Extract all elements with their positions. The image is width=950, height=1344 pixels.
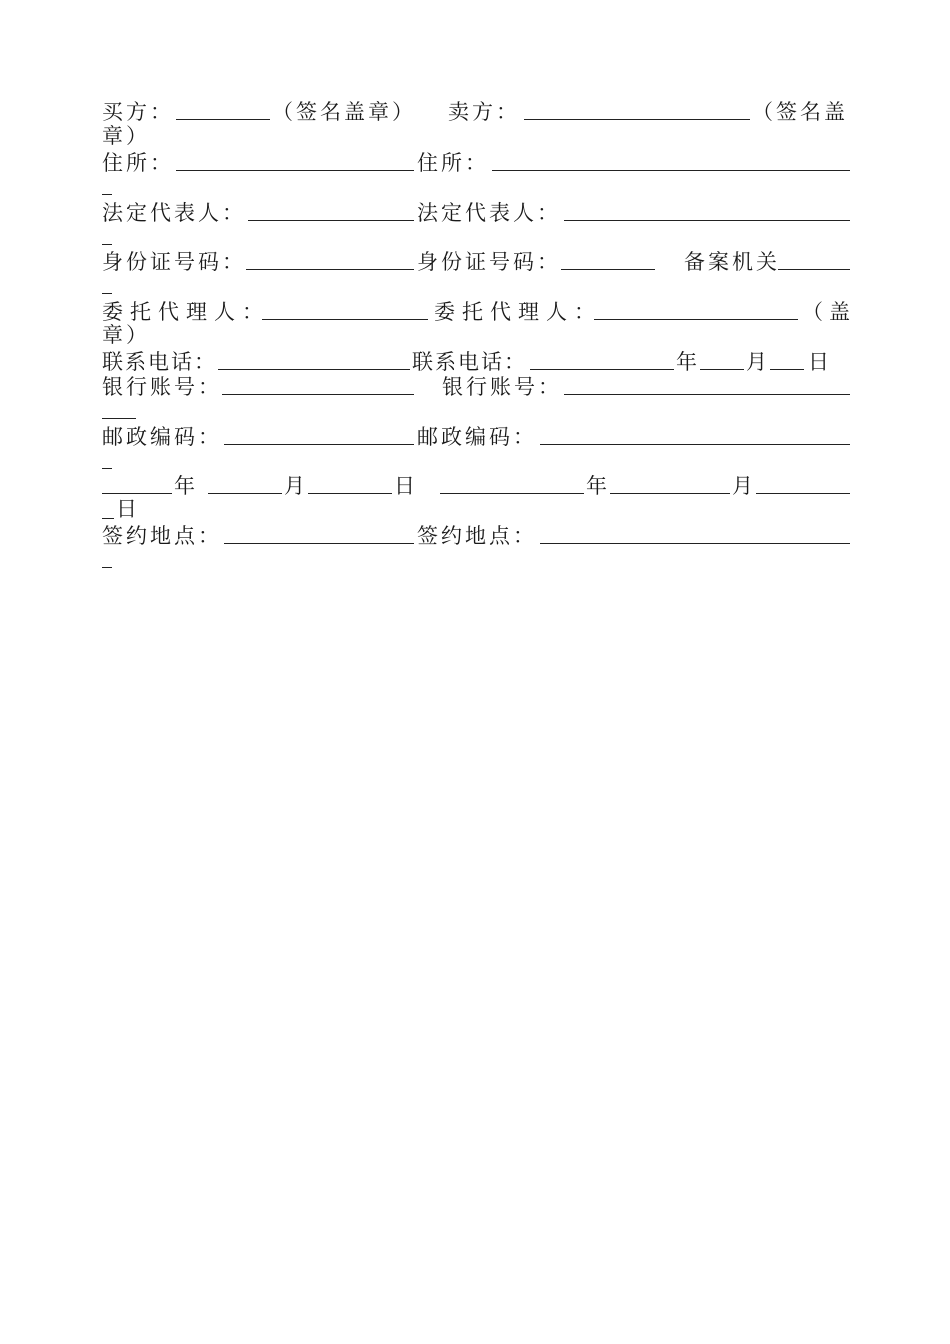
buyer-date-month-label: 月 <box>284 474 308 498</box>
seller-phone-blank <box>530 369 674 370</box>
seller-date-month-label: 月 <box>732 474 756 498</box>
seller-agent-blank <box>594 319 798 320</box>
buyer-date-day-blank <box>308 493 392 494</box>
address-row <box>102 149 852 177</box>
filing-authority-label: 备案机关 <box>684 250 780 274</box>
postal-code-row <box>102 423 852 451</box>
seal-note-close: 章） <box>102 323 150 347</box>
buyer-id-blank <box>246 269 414 270</box>
seller-date-year-label: 年 <box>586 474 610 498</box>
seller-address-blank-tail <box>102 194 112 195</box>
buyer-signing-place-blank <box>224 543 414 544</box>
seller-label: 卖方： <box>448 100 520 124</box>
id-number-row <box>102 248 852 276</box>
buyer-id-label: 身份证号码： <box>102 250 246 274</box>
seller-bank-blank <box>564 394 850 395</box>
seller-signature-blank <box>524 119 750 120</box>
date-month-label: 月 <box>746 350 770 374</box>
seller-id-label: 身份证号码： <box>417 250 561 274</box>
seller-legal-rep-label: 法定代表人： <box>417 201 561 225</box>
buyer-postal-label: 邮政编码： <box>102 425 222 449</box>
buyer-date-day-label: 日 <box>394 474 418 498</box>
seller-postal-label: 邮政编码： <box>417 425 537 449</box>
seller-address-label: 住所： <box>417 151 489 175</box>
seller-id-blank <box>561 269 655 270</box>
buyer-date-year-label: 年 <box>174 474 198 498</box>
filing-authority-blank <box>778 269 850 270</box>
buyer-label: 买方： <box>102 100 174 124</box>
buyer-sign-seal-note: （签名盖章） <box>272 100 416 124</box>
date-year-label: 年 <box>676 350 700 374</box>
seller-bank-label: 银行账号： <box>442 375 562 399</box>
seller-bank-blank-tail <box>102 418 136 419</box>
signing-place-row <box>102 522 852 550</box>
buyer-seller-row <box>102 98 852 126</box>
seller-date-day-blank <box>756 493 850 494</box>
authorized-agent-row <box>102 298 856 326</box>
buyer-agent-label: 委托代理人： <box>102 300 270 324</box>
buyer-phone-label: 联系电话： <box>102 350 217 374</box>
seller-signing-place-label: 签约地点： <box>417 524 537 548</box>
seller-signing-place-blank-tail <box>102 567 112 568</box>
date-month-blank <box>770 369 804 370</box>
buyer-legal-rep-label: 法定代表人： <box>102 201 246 225</box>
seller-date-day-label: 日 <box>116 497 140 521</box>
seller-postal-blank <box>540 444 850 445</box>
buyer-agent-blank <box>262 319 428 320</box>
buyer-signature-blank <box>176 119 270 120</box>
seller-phone-label: 联系电话： <box>412 350 527 374</box>
filing-authority-blank-tail <box>102 293 112 294</box>
seller-date-year-blank <box>440 493 584 494</box>
date-row <box>102 472 852 500</box>
seller-legal-rep-blank <box>564 220 850 221</box>
buyer-bank-label: 银行账号： <box>102 375 222 399</box>
buyer-bank-blank <box>222 394 414 395</box>
seller-address-blank <box>492 170 850 171</box>
buyer-legal-rep-blank <box>248 220 414 221</box>
seal-note-open: （盖 <box>802 300 856 324</box>
seller-postal-blank-tail <box>102 468 112 469</box>
seller-sign-seal-tail: 章） <box>102 124 150 148</box>
seller-date-month-blank <box>610 493 730 494</box>
buyer-address-blank <box>176 170 414 171</box>
seller-date-day-blank-tail <box>102 518 114 519</box>
buyer-signing-place-label: 签约地点： <box>102 524 222 548</box>
date-year-blank <box>700 369 744 370</box>
buyer-address-label: 住所： <box>102 151 174 175</box>
seller-agent-label: 委托代理人： <box>434 300 602 324</box>
buyer-date-year-blank <box>102 493 172 494</box>
buyer-postal-blank <box>224 444 414 445</box>
buyer-date-month-blank <box>208 493 282 494</box>
legal-representative-row <box>102 199 852 227</box>
seller-legal-rep-blank-tail <box>102 244 112 245</box>
buyer-phone-blank <box>218 369 410 370</box>
seller-signing-place-blank <box>540 543 850 544</box>
bank-account-row <box>102 373 852 401</box>
phone-row <box>102 348 852 376</box>
date-day-label: 日 <box>808 350 832 374</box>
seller-sign-seal-note: （签名盖 <box>752 100 848 124</box>
